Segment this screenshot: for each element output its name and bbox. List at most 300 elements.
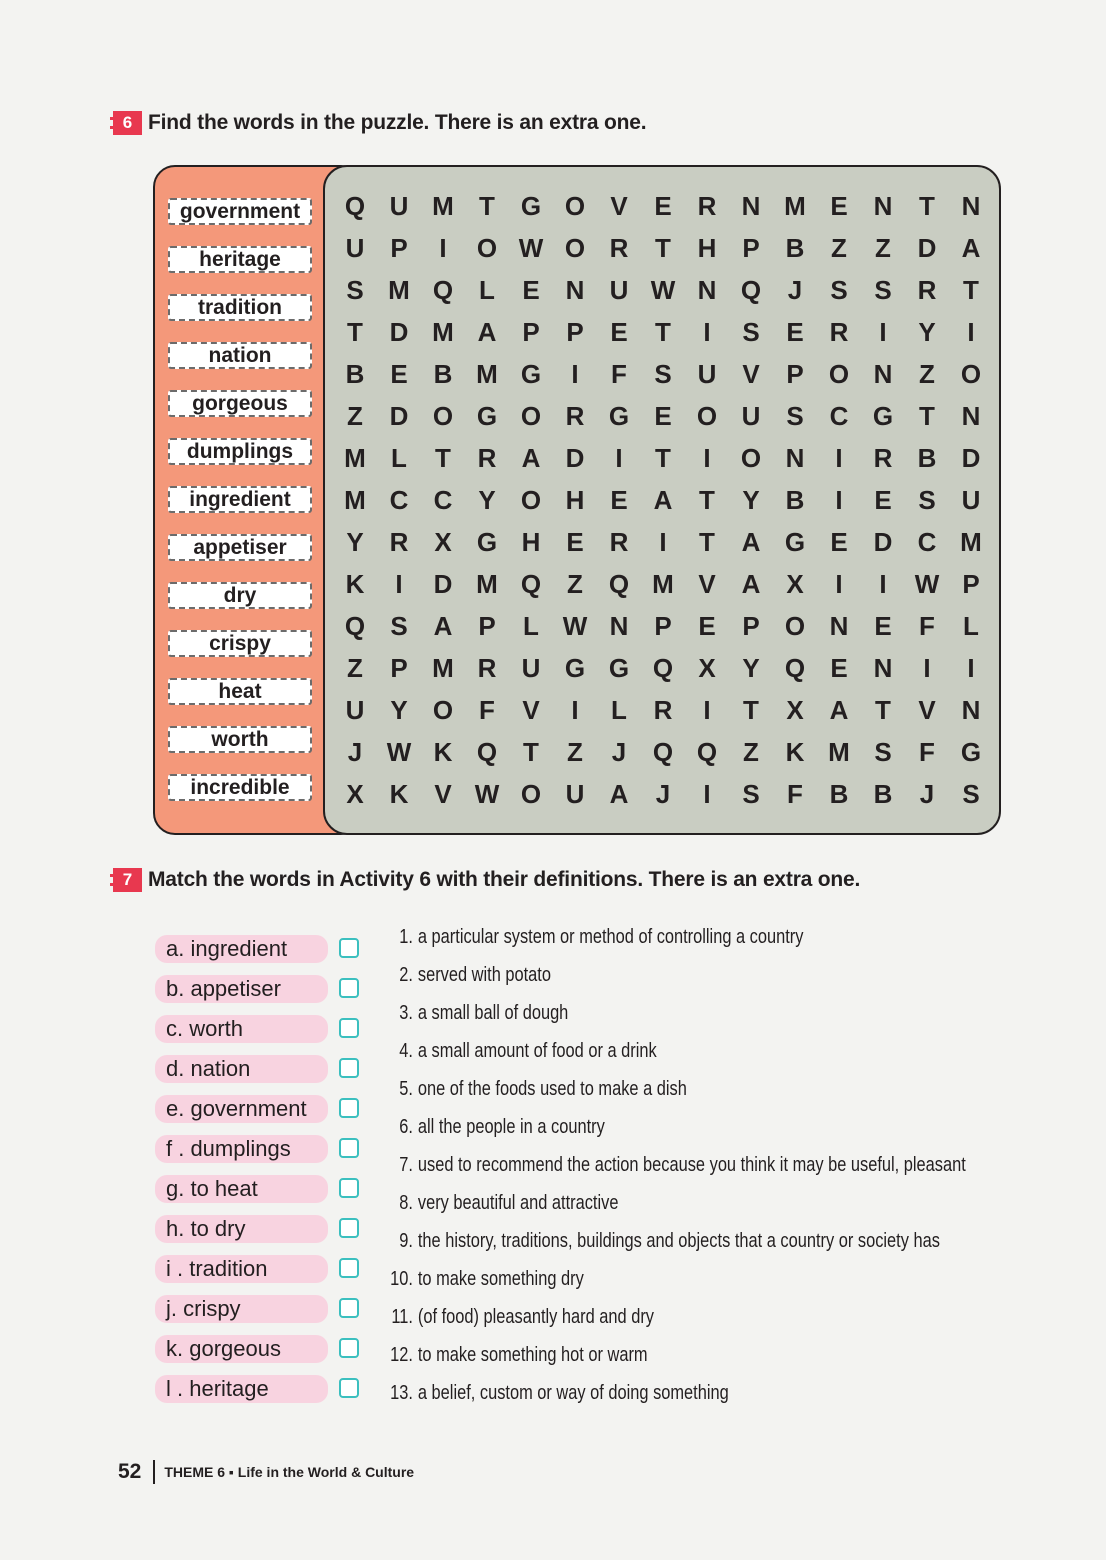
grid-letter[interactable]: I (835, 443, 843, 473)
grid-letter[interactable]: I (967, 317, 975, 347)
grid-letter[interactable]: S (786, 401, 804, 431)
answer-checkbox[interactable] (339, 1338, 359, 1358)
grid-letter[interactable]: P (742, 611, 760, 641)
grid-letter[interactable]: K (433, 737, 453, 767)
word-search-grid (323, 165, 1001, 835)
grid-letter[interactable]: E (874, 485, 892, 515)
grid-letter[interactable]: I (835, 485, 843, 515)
match-word-label: j. crispy (155, 1295, 328, 1323)
grid-letter[interactable]: S (830, 275, 848, 305)
grid-letter[interactable]: H (697, 233, 717, 263)
grid-letter[interactable]: U (609, 275, 629, 305)
grid-letter[interactable]: Q (696, 737, 718, 767)
grid-row (325, 186, 999, 226)
grid-letter[interactable]: Z (919, 359, 935, 389)
grid-letter[interactable]: O (476, 233, 498, 263)
grid-letter[interactable]: R (609, 233, 629, 263)
grid-letter[interactable]: I (923, 653, 931, 683)
grid-letter[interactable]: B (917, 443, 937, 473)
grid-letter[interactable]: X (786, 569, 804, 599)
grid-letter[interactable]: Q (608, 569, 630, 599)
grid-letter[interactable]: Y (742, 485, 760, 515)
grid-letter[interactable]: A (609, 779, 629, 809)
grid-letter[interactable]: O (564, 233, 586, 263)
grid-letter[interactable]: O (520, 401, 542, 431)
grid-letter[interactable]: T (347, 317, 363, 347)
grid-letter[interactable]: E (830, 527, 848, 557)
grid-letter[interactable]: L (391, 443, 407, 473)
grid-letter[interactable]: S (742, 317, 760, 347)
grid-letter[interactable]: T (479, 191, 495, 221)
grid-letter[interactable]: I (967, 653, 975, 683)
grid-letter[interactable]: K (389, 779, 409, 809)
grid-letter[interactable]: X (786, 695, 804, 725)
grid-letter[interactable]: K (345, 569, 365, 599)
grid-letter[interactable]: Z (875, 233, 891, 263)
grid-letter[interactable]: F (479, 695, 495, 725)
grid-letter[interactable]: N (829, 611, 849, 641)
definition-text: a small amount of food or a drink (417, 1040, 657, 1062)
grid-letter[interactable]: U (345, 695, 365, 725)
grid-letter[interactable]: P (478, 611, 496, 641)
grid-letter[interactable]: I (703, 779, 711, 809)
grid-letter[interactable]: T (699, 527, 715, 557)
grid-letter[interactable]: T (655, 443, 671, 473)
grid-letter[interactable]: S (742, 779, 760, 809)
grid-letter[interactable]: Z (567, 737, 583, 767)
grid-letter[interactable]: W (518, 233, 544, 263)
grid-letter[interactable]: G (608, 653, 630, 683)
grid-letter[interactable]: R (829, 317, 849, 347)
grid-letter[interactable]: B (433, 359, 453, 389)
grid-letter[interactable]: R (697, 191, 717, 221)
grid-row (325, 690, 999, 730)
grid-letter[interactable]: I (571, 695, 579, 725)
exercise-7-header (110, 868, 860, 892)
grid-letter[interactable]: O (960, 359, 982, 389)
grid-letter[interactable]: Z (347, 653, 363, 683)
grid-letter[interactable]: N (961, 401, 981, 431)
definition-text: very beautiful and attractive (417, 1192, 619, 1214)
grid-letter[interactable]: M (476, 569, 498, 599)
grid-letter[interactable]: B (873, 779, 893, 809)
grid-letter[interactable]: U (741, 401, 761, 431)
grid-letter[interactable]: K (785, 737, 805, 767)
page-footer (118, 1460, 414, 1484)
grid-letter[interactable]: D (433, 569, 453, 599)
grid-letter[interactable]: A (433, 611, 453, 641)
grid-letter[interactable]: N (609, 611, 629, 641)
answer-checkbox[interactable] (339, 1218, 359, 1238)
grid-letter[interactable]: D (565, 443, 585, 473)
grid-letter[interactable]: N (873, 191, 893, 221)
word-list-item: nation (168, 342, 312, 369)
grid-letter[interactable]: R (873, 443, 893, 473)
grid-letter[interactable]: C (829, 401, 849, 431)
definition-number: 11. (391, 1306, 413, 1328)
definition-text: a belief, custom or way of doing something (417, 1382, 729, 1404)
grid-letter[interactable]: Z (347, 401, 363, 431)
definition-item (390, 926, 882, 949)
grid-letter[interactable]: M (784, 191, 806, 221)
grid-letter[interactable]: J (655, 779, 671, 809)
grid-letter[interactable]: S (874, 737, 892, 767)
grid-letter[interactable]: N (961, 191, 981, 221)
answer-checkbox[interactable] (339, 1138, 359, 1158)
grid-row (325, 774, 999, 814)
exercise-6-header (110, 111, 646, 135)
grid-letter[interactable]: Q (652, 653, 674, 683)
answer-checkbox[interactable] (339, 978, 359, 998)
grid-row (325, 396, 999, 436)
grid-row (325, 312, 999, 352)
grid-letter[interactable]: E (654, 191, 672, 221)
grid-letter[interactable]: E (698, 611, 716, 641)
grid-letter[interactable]: U (345, 233, 365, 263)
grid-letter[interactable]: I (659, 527, 667, 557)
grid-letter[interactable]: V (610, 191, 628, 221)
grid-letter[interactable]: T (743, 695, 759, 725)
grid-letter[interactable]: B (785, 233, 805, 263)
grid-letter[interactable]: T (699, 485, 715, 515)
definition-item (390, 1154, 966, 1177)
grid-letter[interactable]: Q (520, 569, 542, 599)
grid-letter[interactable]: P (566, 317, 584, 347)
grid-letter[interactable]: G (476, 401, 498, 431)
grid-letter[interactable]: Y (918, 317, 936, 347)
grid-row (325, 522, 999, 562)
grid-letter[interactable]: D (389, 401, 409, 431)
grid-letter[interactable]: G (872, 401, 894, 431)
word-list-item: worth (168, 726, 312, 753)
grid-letter[interactable]: Q (740, 275, 762, 305)
grid-letter[interactable]: H (521, 527, 541, 557)
grid-letter[interactable]: L (611, 695, 627, 725)
definition-number: 1. (399, 926, 413, 948)
grid-letter[interactable]: E (566, 527, 584, 557)
grid-letter[interactable]: G (520, 359, 542, 389)
grid-letter[interactable]: N (873, 359, 893, 389)
grid-letter[interactable]: M (432, 653, 454, 683)
answer-checkbox[interactable] (339, 1178, 359, 1198)
answer-checkbox[interactable] (339, 1378, 359, 1398)
grid-letter[interactable]: S (962, 779, 980, 809)
grid-letter[interactable]: U (389, 191, 409, 221)
definition-number: 5. (399, 1078, 413, 1100)
grid-letter[interactable]: A (829, 695, 849, 725)
grid-letter[interactable]: M (344, 485, 366, 515)
grid-letter[interactable]: N (741, 191, 761, 221)
grid-letter[interactable]: T (655, 233, 671, 263)
grid-letter[interactable]: N (961, 695, 981, 725)
definition-item (390, 1116, 882, 1139)
grid-letter[interactable]: M (828, 737, 850, 767)
grid-letter[interactable]: O (432, 695, 454, 725)
grid-letter[interactable]: M (344, 443, 366, 473)
answer-checkbox[interactable] (339, 1018, 359, 1038)
match-word-label: l . heritage (155, 1375, 328, 1403)
grid-letter[interactable]: R (609, 527, 629, 557)
grid-letter[interactable]: C (389, 485, 409, 515)
grid-letter[interactable]: Q (476, 737, 498, 767)
grid-letter[interactable]: F (919, 611, 935, 641)
grid-letter[interactable]: D (389, 317, 409, 347)
grid-row (325, 648, 999, 688)
grid-letter[interactable]: C (917, 527, 937, 557)
definition-text: one of the foods used to make a dish (417, 1078, 687, 1100)
grid-letter[interactable]: C (433, 485, 453, 515)
grid-letter[interactable]: A (741, 569, 761, 599)
grid-letter[interactable]: P (962, 569, 980, 599)
grid-letter[interactable]: L (523, 611, 539, 641)
grid-letter[interactable]: B (785, 485, 805, 515)
grid-letter[interactable]: B (829, 779, 849, 809)
grid-letter[interactable]: V (522, 695, 540, 725)
grid-letter[interactable]: Y (742, 653, 760, 683)
grid-letter[interactable]: I (703, 317, 711, 347)
grid-row (325, 438, 999, 478)
grid-letter[interactable]: H (565, 485, 585, 515)
grid-letter[interactable]: F (611, 359, 627, 389)
definition-text: (of food) pleasantly hard and dry (417, 1306, 655, 1328)
grid-letter[interactable]: I (835, 569, 843, 599)
grid-letter[interactable]: L (479, 275, 495, 305)
grid-letter[interactable]: E (610, 485, 628, 515)
grid-letter[interactable]: A (477, 317, 497, 347)
answer-checkbox[interactable] (339, 938, 359, 958)
grid-letter[interactable]: D (961, 443, 981, 473)
grid-letter[interactable]: Z (567, 569, 583, 599)
exercise-number-badge: 7 (110, 868, 142, 892)
exercise-number-badge: 6 (110, 111, 142, 135)
grid-letter[interactable]: G (784, 527, 806, 557)
grid-letter[interactable]: J (347, 737, 363, 767)
grid-letter[interactable]: W (474, 779, 500, 809)
grid-letter[interactable]: I (439, 233, 447, 263)
grid-letter[interactable]: G (608, 401, 630, 431)
grid-letter[interactable]: E (390, 359, 408, 389)
grid-letter[interactable]: N (785, 443, 805, 473)
grid-letter[interactable]: Q (344, 611, 366, 641)
grid-letter[interactable]: E (786, 317, 804, 347)
grid-letter[interactable]: T (963, 275, 979, 305)
definition-item (390, 1078, 882, 1101)
grid-letter[interactable]: M (388, 275, 410, 305)
grid-letter[interactable]: U (565, 779, 585, 809)
page-number: 52 (118, 1460, 142, 1483)
grid-row (325, 480, 999, 520)
grid-letter[interactable]: I (879, 317, 887, 347)
definition-number: 12. (390, 1344, 413, 1366)
grid-letter[interactable]: T (435, 443, 451, 473)
grid-letter[interactable]: O (740, 443, 762, 473)
grid-letter[interactable]: E (522, 275, 540, 305)
grid-letter[interactable]: P (654, 611, 672, 641)
match-word-label: f . dumplings (155, 1135, 328, 1163)
grid-letter[interactable]: R (389, 527, 409, 557)
grid-letter[interactable]: I (571, 359, 579, 389)
grid-letter[interactable]: Z (743, 737, 759, 767)
grid-letter[interactable]: O (520, 485, 542, 515)
definition-item (390, 1040, 882, 1063)
grid-letter[interactable]: S (918, 485, 936, 515)
definition-item (390, 1344, 882, 1367)
definition-number: 9. (399, 1230, 413, 1252)
grid-letter[interactable]: J (787, 275, 803, 305)
grid-letter[interactable]: X (698, 653, 716, 683)
definition-number: 2. (399, 964, 413, 986)
grid-letter[interactable]: M (432, 191, 454, 221)
grid-letter[interactable]: A (521, 443, 541, 473)
grid-letter[interactable]: W (914, 569, 940, 599)
match-word-label: h. to dry (155, 1215, 328, 1243)
match-word-label: d. nation (155, 1055, 328, 1083)
grid-letter[interactable]: O (564, 191, 586, 221)
grid-letter[interactable]: B (345, 359, 365, 389)
grid-letter[interactable]: G (520, 191, 542, 221)
word-list-item: dumplings (168, 438, 312, 465)
grid-letter[interactable]: X (434, 527, 452, 557)
grid-letter[interactable]: O (432, 401, 454, 431)
answer-checkbox[interactable] (339, 1058, 359, 1078)
exercise-instruction: Match the words in Activity 6 with their definitions. There is an extra one. (148, 868, 861, 891)
grid-letter[interactable]: S (346, 275, 364, 305)
grid-letter[interactable]: W (650, 275, 676, 305)
grid-letter[interactable]: Y (346, 527, 364, 557)
grid-letter[interactable]: S (390, 611, 408, 641)
grid-letter[interactable]: I (615, 443, 623, 473)
grid-letter[interactable]: I (703, 443, 711, 473)
grid-letter[interactable]: J (611, 737, 627, 767)
definition-number: 10. (390, 1268, 413, 1290)
grid-letter[interactable]: Q (432, 275, 454, 305)
match-word-label: b. appetiser (155, 975, 328, 1003)
grid-letter[interactable]: X (346, 779, 364, 809)
grid-letter[interactable]: A (741, 527, 761, 557)
grid-letter[interactable]: J (919, 779, 935, 809)
answer-checkbox[interactable] (339, 1258, 359, 1278)
grid-letter[interactable]: A (653, 485, 673, 515)
grid-letter[interactable]: Q (652, 737, 674, 767)
grid-letter[interactable]: O (520, 779, 542, 809)
definition-item (390, 1268, 882, 1291)
grid-letter[interactable]: R (477, 653, 497, 683)
grid-letter[interactable]: M (476, 359, 498, 389)
definition-number: 8. (399, 1192, 413, 1214)
word-list-item: crispy (168, 630, 312, 657)
grid-letter[interactable]: P (786, 359, 804, 389)
grid-letter[interactable]: T (655, 317, 671, 347)
grid-letter[interactable]: N (873, 653, 893, 683)
definition-text: a small ball of dough (417, 1002, 569, 1024)
grid-letter[interactable]: T (523, 737, 539, 767)
word-list-item: appetiser (168, 534, 312, 561)
grid-letter[interactable]: F (919, 737, 935, 767)
grid-letter[interactable]: U (697, 359, 717, 389)
grid-letter[interactable]: U (521, 653, 541, 683)
grid-letter[interactable]: T (875, 695, 891, 725)
grid-letter[interactable]: D (917, 233, 937, 263)
definition-number: 6. (399, 1116, 413, 1138)
grid-letter[interactable]: G (476, 527, 498, 557)
grid-letter[interactable]: O (828, 359, 850, 389)
grid-letter[interactable]: P (390, 233, 408, 263)
grid-letter[interactable]: E (830, 191, 848, 221)
grid-letter[interactable]: W (386, 737, 412, 767)
grid-letter[interactable]: N (565, 275, 585, 305)
grid-letter[interactable]: Q (344, 191, 366, 221)
grid-letter[interactable]: M (652, 569, 674, 599)
grid-letter[interactable]: G (960, 737, 982, 767)
grid-letter[interactable]: L (963, 611, 979, 641)
grid-letter[interactable]: O (784, 611, 806, 641)
grid-letter[interactable]: I (703, 695, 711, 725)
definition-item (390, 1306, 882, 1329)
match-word-label: a. ingredient (155, 935, 328, 963)
word-list-item: incredible (168, 774, 312, 801)
grid-letter[interactable]: V (742, 359, 760, 389)
definition-number: 4. (399, 1040, 413, 1062)
match-word-label: i . tradition (155, 1255, 328, 1283)
definition-number: 13. (390, 1382, 413, 1404)
grid-letter[interactable]: Q (784, 653, 806, 683)
grid-letter[interactable]: W (562, 611, 588, 641)
grid-letter[interactable]: V (434, 779, 452, 809)
grid-letter[interactable]: P (522, 317, 540, 347)
grid-letter[interactable]: E (830, 653, 848, 683)
grid-letter[interactable]: R (565, 401, 585, 431)
definition-text: a particular system or method of controlling a country (417, 926, 804, 948)
grid-letter[interactable]: A (961, 233, 981, 263)
definition-text: to make something hot or warm (417, 1344, 648, 1366)
grid-letter[interactable]: Y (478, 485, 496, 515)
grid-letter[interactable]: R (477, 443, 497, 473)
match-word-label: g. to heat (155, 1175, 328, 1203)
grid-letter[interactable]: I (395, 569, 403, 599)
grid-letter[interactable]: N (697, 275, 717, 305)
grid-letter[interactable]: S (654, 359, 672, 389)
grid-letter[interactable]: S (874, 275, 892, 305)
grid-letter[interactable]: V (918, 695, 936, 725)
grid-letter[interactable]: O (696, 401, 718, 431)
grid-letter[interactable]: F (787, 779, 803, 809)
grid-letter[interactable]: M (960, 527, 982, 557)
definition-text: used to recommend the action because you think it may be useful, pleasant (417, 1154, 966, 1176)
grid-letter[interactable]: U (961, 485, 981, 515)
grid-letter[interactable]: T (919, 401, 935, 431)
grid-letter[interactable]: G (564, 653, 586, 683)
definition-number: 3. (399, 1002, 413, 1024)
grid-letter[interactable]: P (742, 233, 760, 263)
grid-letter[interactable]: R (917, 275, 937, 305)
grid-letter[interactable]: E (874, 611, 892, 641)
grid-letter[interactable]: Y (390, 695, 408, 725)
definition-text: all the people in a country (417, 1116, 605, 1138)
grid-letter[interactable]: D (873, 527, 893, 557)
grid-letter[interactable]: M (432, 317, 454, 347)
grid-letter[interactable]: P (390, 653, 408, 683)
grid-letter[interactable]: I (879, 569, 887, 599)
grid-letter[interactable]: T (919, 191, 935, 221)
grid-letter[interactable]: R (653, 695, 673, 725)
grid-letter[interactable]: E (610, 317, 628, 347)
grid-letter[interactable]: E (654, 401, 672, 431)
grid-letter[interactable]: Z (831, 233, 847, 263)
answer-checkbox[interactable] (339, 1098, 359, 1118)
grid-letter[interactable]: V (698, 569, 716, 599)
definition-text: the history, traditions, buildings and objects that a country or society has (417, 1230, 940, 1252)
answer-checkbox[interactable] (339, 1298, 359, 1318)
